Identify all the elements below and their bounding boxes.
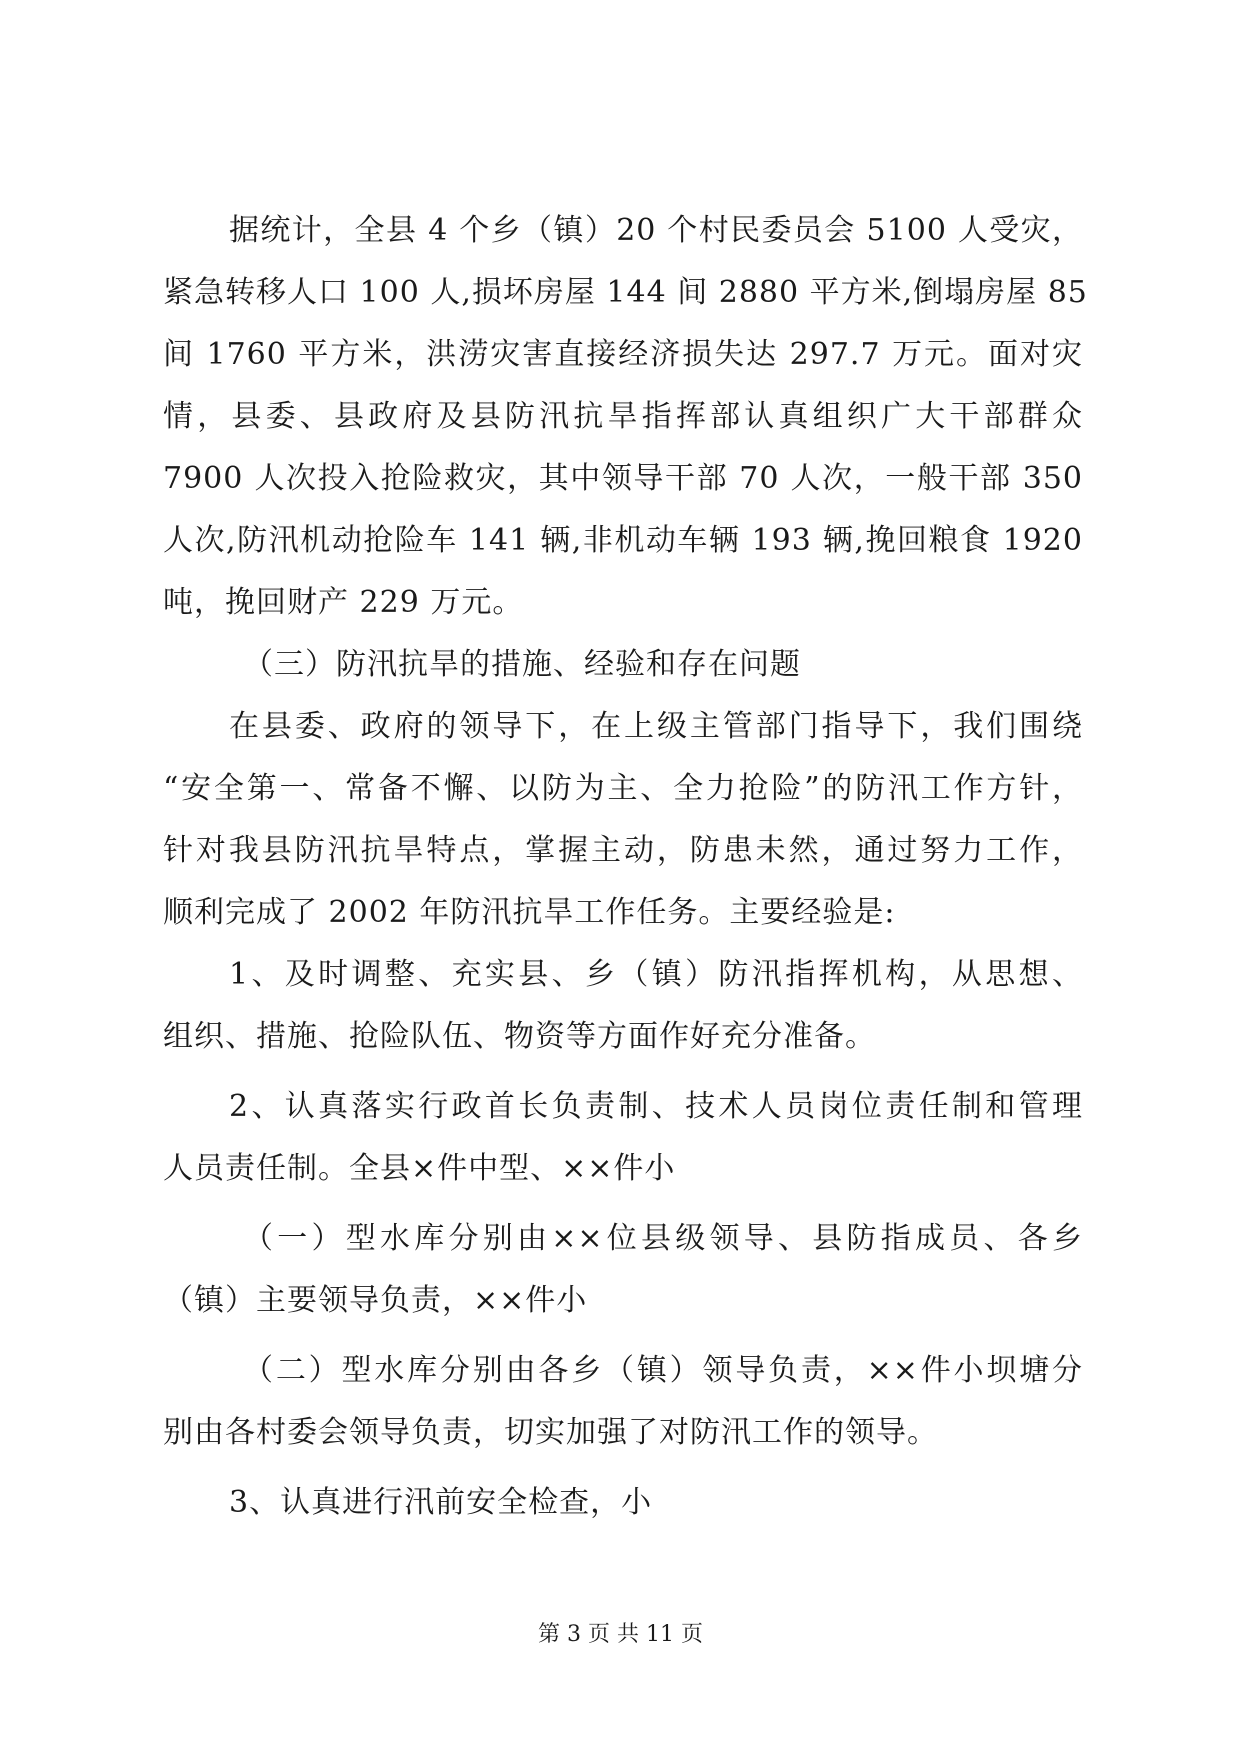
list-item-line: 2、认真落实行政首长负责制、技术人员岗位责任制和管理 bbox=[229, 1089, 1083, 1124]
section-heading: （三）防汛抗旱的措施、经验和存在问题 bbox=[243, 647, 801, 682]
paragraph-line: 针对我县防汛抗旱特点，掌握主动，防患未然，通过努力工作， bbox=[163, 833, 1083, 868]
sub-item-line: （二）型水库分别由各乡（镇）领导负责，××件小坝塘分 bbox=[243, 1353, 1083, 1388]
paragraph-line: 紧急转移人口 100 人,损坏房屋 144 间 2880 平方米,倒塌房屋 85 bbox=[163, 275, 1088, 310]
paragraph-line: 吨，挽回财产 229 万元。 bbox=[163, 585, 524, 620]
sub-item-line: （一）型水库分别由××位县级领导、县防指成员、各乡 bbox=[243, 1221, 1083, 1256]
paragraph-line: 在县委、政府的领导下，在上级主管部门指导下，我们围绕 bbox=[229, 709, 1083, 744]
list-item-line: 3、认真进行汛前安全检查，小 bbox=[229, 1485, 653, 1520]
list-item-line: 组织、措施、抢险队伍、物资等方面作好充分准备。 bbox=[163, 1019, 876, 1054]
paragraph-line: 顺利完成了 2002 年防汛抗旱工作任务。主要经验是: bbox=[163, 895, 896, 930]
paragraph-line: 情，县委、县政府及县防汛抗旱指挥部认真组织广大干部群众 bbox=[163, 399, 1083, 434]
paragraph-line: “安全第一、常备不懈、以防为主、全力抢险”的防汛工作方针， bbox=[163, 771, 1083, 806]
paragraph-line: 间 1760 平方米，洪涝灾害直接经济损失达 297.7 万元。面对灾 bbox=[163, 337, 1083, 372]
sub-item-line: （镇）主要领导负责，××件小 bbox=[163, 1283, 588, 1318]
paragraph-line: 7900 人次投入抢险救灾，其中领导干部 70 人次，一般干部 350 bbox=[163, 461, 1083, 496]
list-item-line: 人员责任制。全县×件中型、××件小 bbox=[163, 1151, 676, 1186]
sub-item-line: 别由各村委会领导负责，切实加强了对防汛工作的领导。 bbox=[163, 1415, 938, 1450]
document-body bbox=[163, 200, 1088, 1534]
paragraph-line: 人次,防汛机动抢险车 141 辆,非机动车辆 193 辆,挽回粮食 1920 bbox=[163, 523, 1083, 558]
paragraph-line: 据统计，全县 4 个乡（镇）20 个村民委员会 5100 人受灾， bbox=[229, 213, 1083, 248]
list-item-line: 1、及时调整、充实县、乡（镇）防汛指挥机构，从思想、 bbox=[229, 957, 1083, 992]
page-number-footer: 第 3 页 共 11 页 bbox=[538, 1622, 703, 1647]
